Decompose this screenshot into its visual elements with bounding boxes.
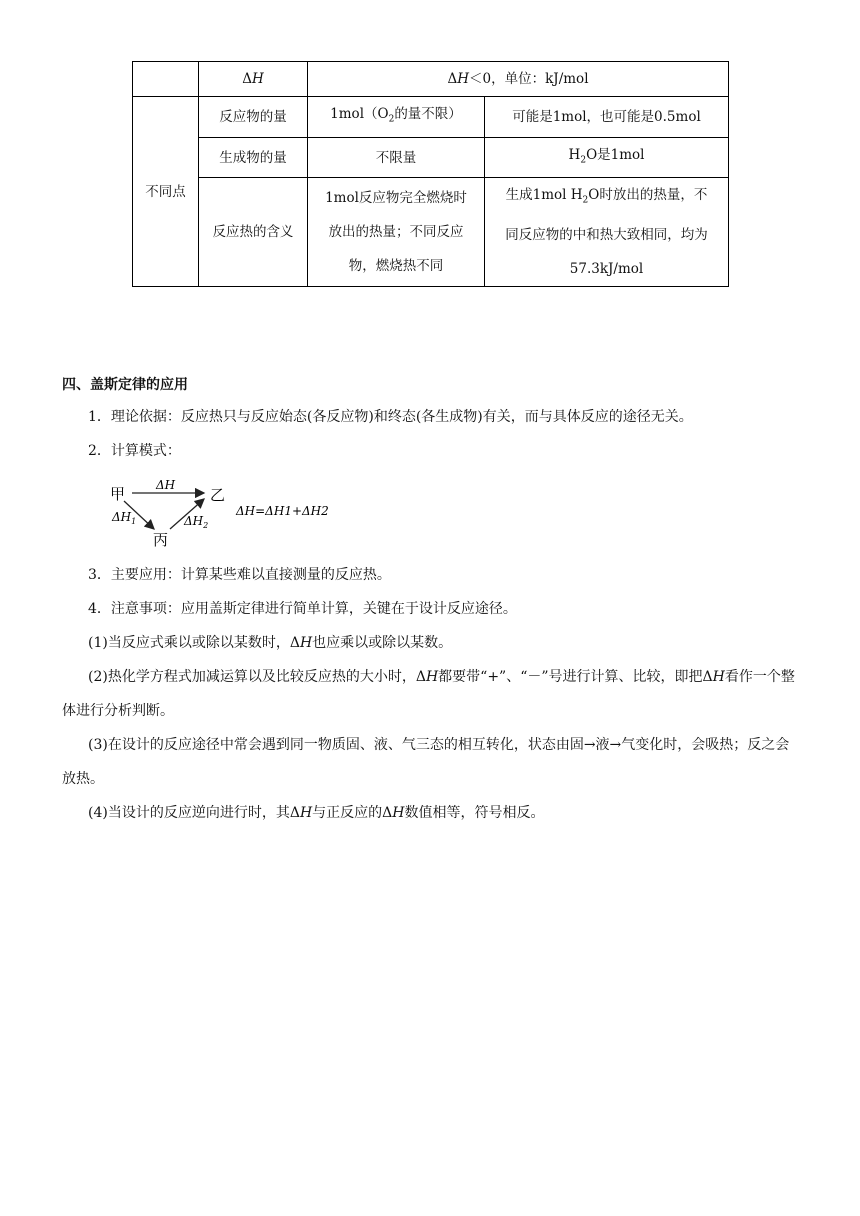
table-row — [133, 137, 729, 178]
node-yi: 乙 — [210, 486, 226, 504]
paragraph-application: 3．主要应用：计算某些难以直接测量的反应热。 — [88, 567, 391, 583]
table-row — [133, 62, 729, 97]
delta-h-value: ＜0，单位：kJ/mol — [469, 71, 589, 87]
paragraph-notes: 4．注意事项：应用盖斯定律进行简单计算，关键在于设计反应途径。 — [88, 601, 517, 617]
paragraph-note-1: (1)当反应式乘以或除以某数时，ΔH也应乘以或除以某数。 — [88, 635, 453, 651]
table-row — [133, 97, 729, 138]
node-bing: 丙 — [153, 531, 169, 549]
hess-diagram-svg — [108, 473, 348, 553]
row-label: 反应物的量 — [199, 97, 308, 138]
delta-h-label: ΔH — [242, 71, 264, 87]
group-label: 不同点 — [133, 97, 199, 287]
table-cell: 不限量 — [308, 137, 485, 178]
paragraph-note-3: (3)在设计的反应途径中常会遇到同一物质固、液、气三态的相互转化，状态由固→液→气变化时，会吸热；反之会放热。 — [62, 737, 790, 787]
table-cell — [199, 62, 308, 97]
comparison-table — [132, 61, 729, 287]
table-cell: 可能是1mol，也可能是0.5mol — [485, 97, 729, 138]
table-row — [133, 178, 729, 287]
section-title: 四、盖斯定律的应用 — [62, 377, 188, 393]
paragraph-note-4: (4)当设计的反应逆向进行时，其ΔH与正反应的ΔH数值相等，符号相反。 — [88, 805, 545, 821]
paragraph-theory: 1．理论依据：反应热只与反应始态(各反应物)和终态(各生成物)有关，而与具体反应的途径无关。 — [88, 409, 693, 425]
label-left: $\Delta H_1$ — [112, 510, 137, 526]
paragraph-mode: 2．计算模式： — [88, 443, 181, 459]
row-label: 反应热的含义 — [199, 178, 308, 287]
hess-formula: ΔH=ΔH1+ΔH2 — [236, 504, 329, 518]
label-right: $\Delta H_2$ — [184, 514, 209, 530]
row-label: 生成物的量 — [199, 137, 308, 178]
table-cell: $H_2O$是1mol — [485, 137, 729, 178]
node-jia: 甲 — [110, 485, 126, 503]
table-cell — [133, 62, 199, 97]
table-cell: 生成1mol $H_2O$时放出的热量，不 同反应物的中和热大致相同，均为 57.3kJ/mol — [485, 178, 729, 287]
table-cell: ΔH＜0，单位：kJ/mol — [308, 62, 729, 97]
table-cell: $1mol(O_2$的量不限） — [308, 97, 485, 138]
table-cell: 1mol反应物完全燃烧时 放出的热量；不同反应 物，燃烧热不同 — [308, 178, 485, 287]
paragraph-note-2: (2)热化学方程式加减运算以及比较反应热的大小时，ΔH都要带“+”、“－”号进行计算、比较，即把ΔH看作一个整体进行分析判断。 — [62, 669, 795, 719]
label-top: ΔH — [156, 478, 176, 492]
hess-diagram — [108, 473, 348, 553]
